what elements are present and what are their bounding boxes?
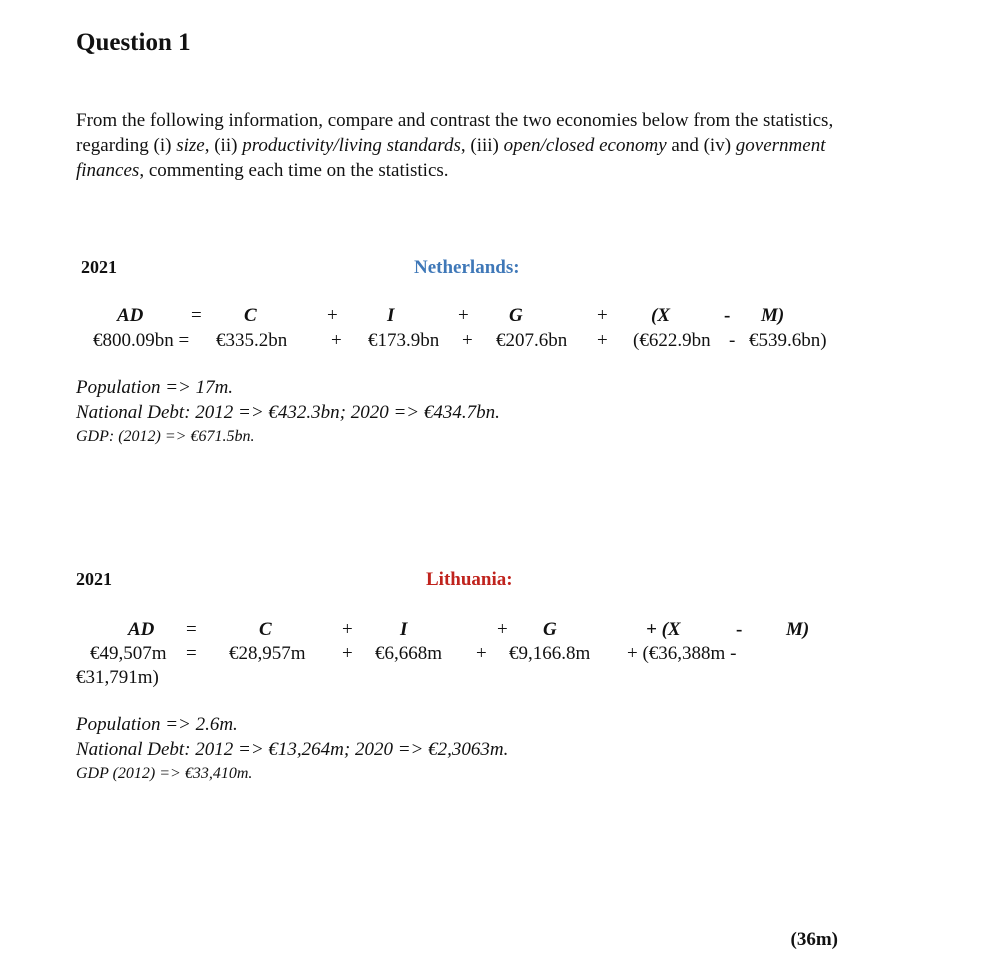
lt-header-m: M) xyxy=(786,619,810,640)
lt-header-plus3x: + (X xyxy=(646,619,681,640)
nl-value-x: (€622.9bn xyxy=(633,330,711,351)
lt-header-plus2: + xyxy=(497,619,508,640)
lt-value-m: €31,791m) xyxy=(76,667,159,688)
nl-year: 2021 xyxy=(81,257,117,277)
nl-value-plus3: + xyxy=(597,330,608,351)
intro-segment: and (iv) xyxy=(666,135,736,156)
nl-header-minus: - xyxy=(724,305,731,326)
lt-value-plus2: + xyxy=(476,643,487,664)
nl-value-ad: €800.09bn = xyxy=(93,330,190,351)
nl-header-c: C xyxy=(244,305,257,326)
lt-value-i: €6,668m xyxy=(375,643,443,664)
nl-country-heading: Netherlands: xyxy=(414,257,520,278)
lt-header-c: C xyxy=(259,619,272,640)
lt-value-x: + (€36,388m - xyxy=(627,643,737,664)
intro-segment: open/closed economy xyxy=(503,135,667,156)
nl-value-plus1: + xyxy=(331,330,342,351)
nl-header-m: M) xyxy=(761,305,785,326)
nl-header-x: (X xyxy=(651,305,670,326)
lt-header-ad: AD xyxy=(128,619,155,640)
nl-header-g: G xyxy=(509,305,523,326)
lt-country-heading: Lithuania: xyxy=(426,569,513,590)
lt-value-c: €28,957m xyxy=(229,643,306,664)
intro-segment: productivity/living standards xyxy=(242,135,461,156)
intro-segment: size xyxy=(176,135,205,156)
question-title: Question 1 xyxy=(76,29,191,56)
nl-value-m: €539.6bn) xyxy=(749,330,827,351)
intro-segment: , (iii) xyxy=(460,135,504,156)
lt-value-ad: €49,507m xyxy=(90,643,167,664)
intro-segment: , commenting each time on the statistics. xyxy=(139,160,449,181)
lt-population: Population => 2.6m. xyxy=(76,714,238,735)
lt-header-g: G xyxy=(543,619,557,640)
nl-value-c: €335.2bn xyxy=(216,330,288,351)
nl-header-ad: AD xyxy=(117,305,144,326)
nl-value-minus: - xyxy=(729,330,736,351)
lt-gdp: GDP (2012) => €33,410m. xyxy=(76,765,253,782)
lt-value-plus1: + xyxy=(342,643,353,664)
lt-value-eq: = xyxy=(186,643,197,664)
lt-value-g: €9,166.8m xyxy=(509,643,591,664)
nl-national-debt: National Debt: 2012 => €432.3bn; 2020 => €434.7bn. xyxy=(76,402,500,423)
question-intro xyxy=(76,108,876,183)
marks-label: (36m) xyxy=(790,929,838,950)
intro-segment: From the following information, compare and contrast the two economies below from the statistics, regarding (i) xyxy=(76,110,834,156)
lt-header-minus: - xyxy=(736,619,743,640)
lt-header-i: I xyxy=(400,619,408,640)
nl-value-plus2: + xyxy=(462,330,473,351)
lt-year: 2021 xyxy=(76,569,112,589)
nl-header-eq: = xyxy=(191,305,202,326)
nl-header-i: I xyxy=(387,305,395,326)
nl-header-plus3: + xyxy=(597,305,608,326)
nl-gdp: GDP: (2012) => €671.5bn. xyxy=(76,428,255,445)
lt-header-plus1: + xyxy=(342,619,353,640)
nl-header-plus1: + xyxy=(327,305,338,326)
nl-header-plus2: + xyxy=(458,305,469,326)
intro-segment: government finances xyxy=(76,135,826,181)
nl-value-i: €173.9bn xyxy=(368,330,440,351)
lt-national-debt: National Debt: 2012 => €13,264m; 2020 => €2,3063m. xyxy=(76,739,509,760)
nl-population: Population => 17m. xyxy=(76,377,234,398)
lt-header-eq: = xyxy=(186,619,197,640)
intro-segment: , (ii) xyxy=(204,135,243,156)
nl-value-g: €207.6bn xyxy=(496,330,568,351)
